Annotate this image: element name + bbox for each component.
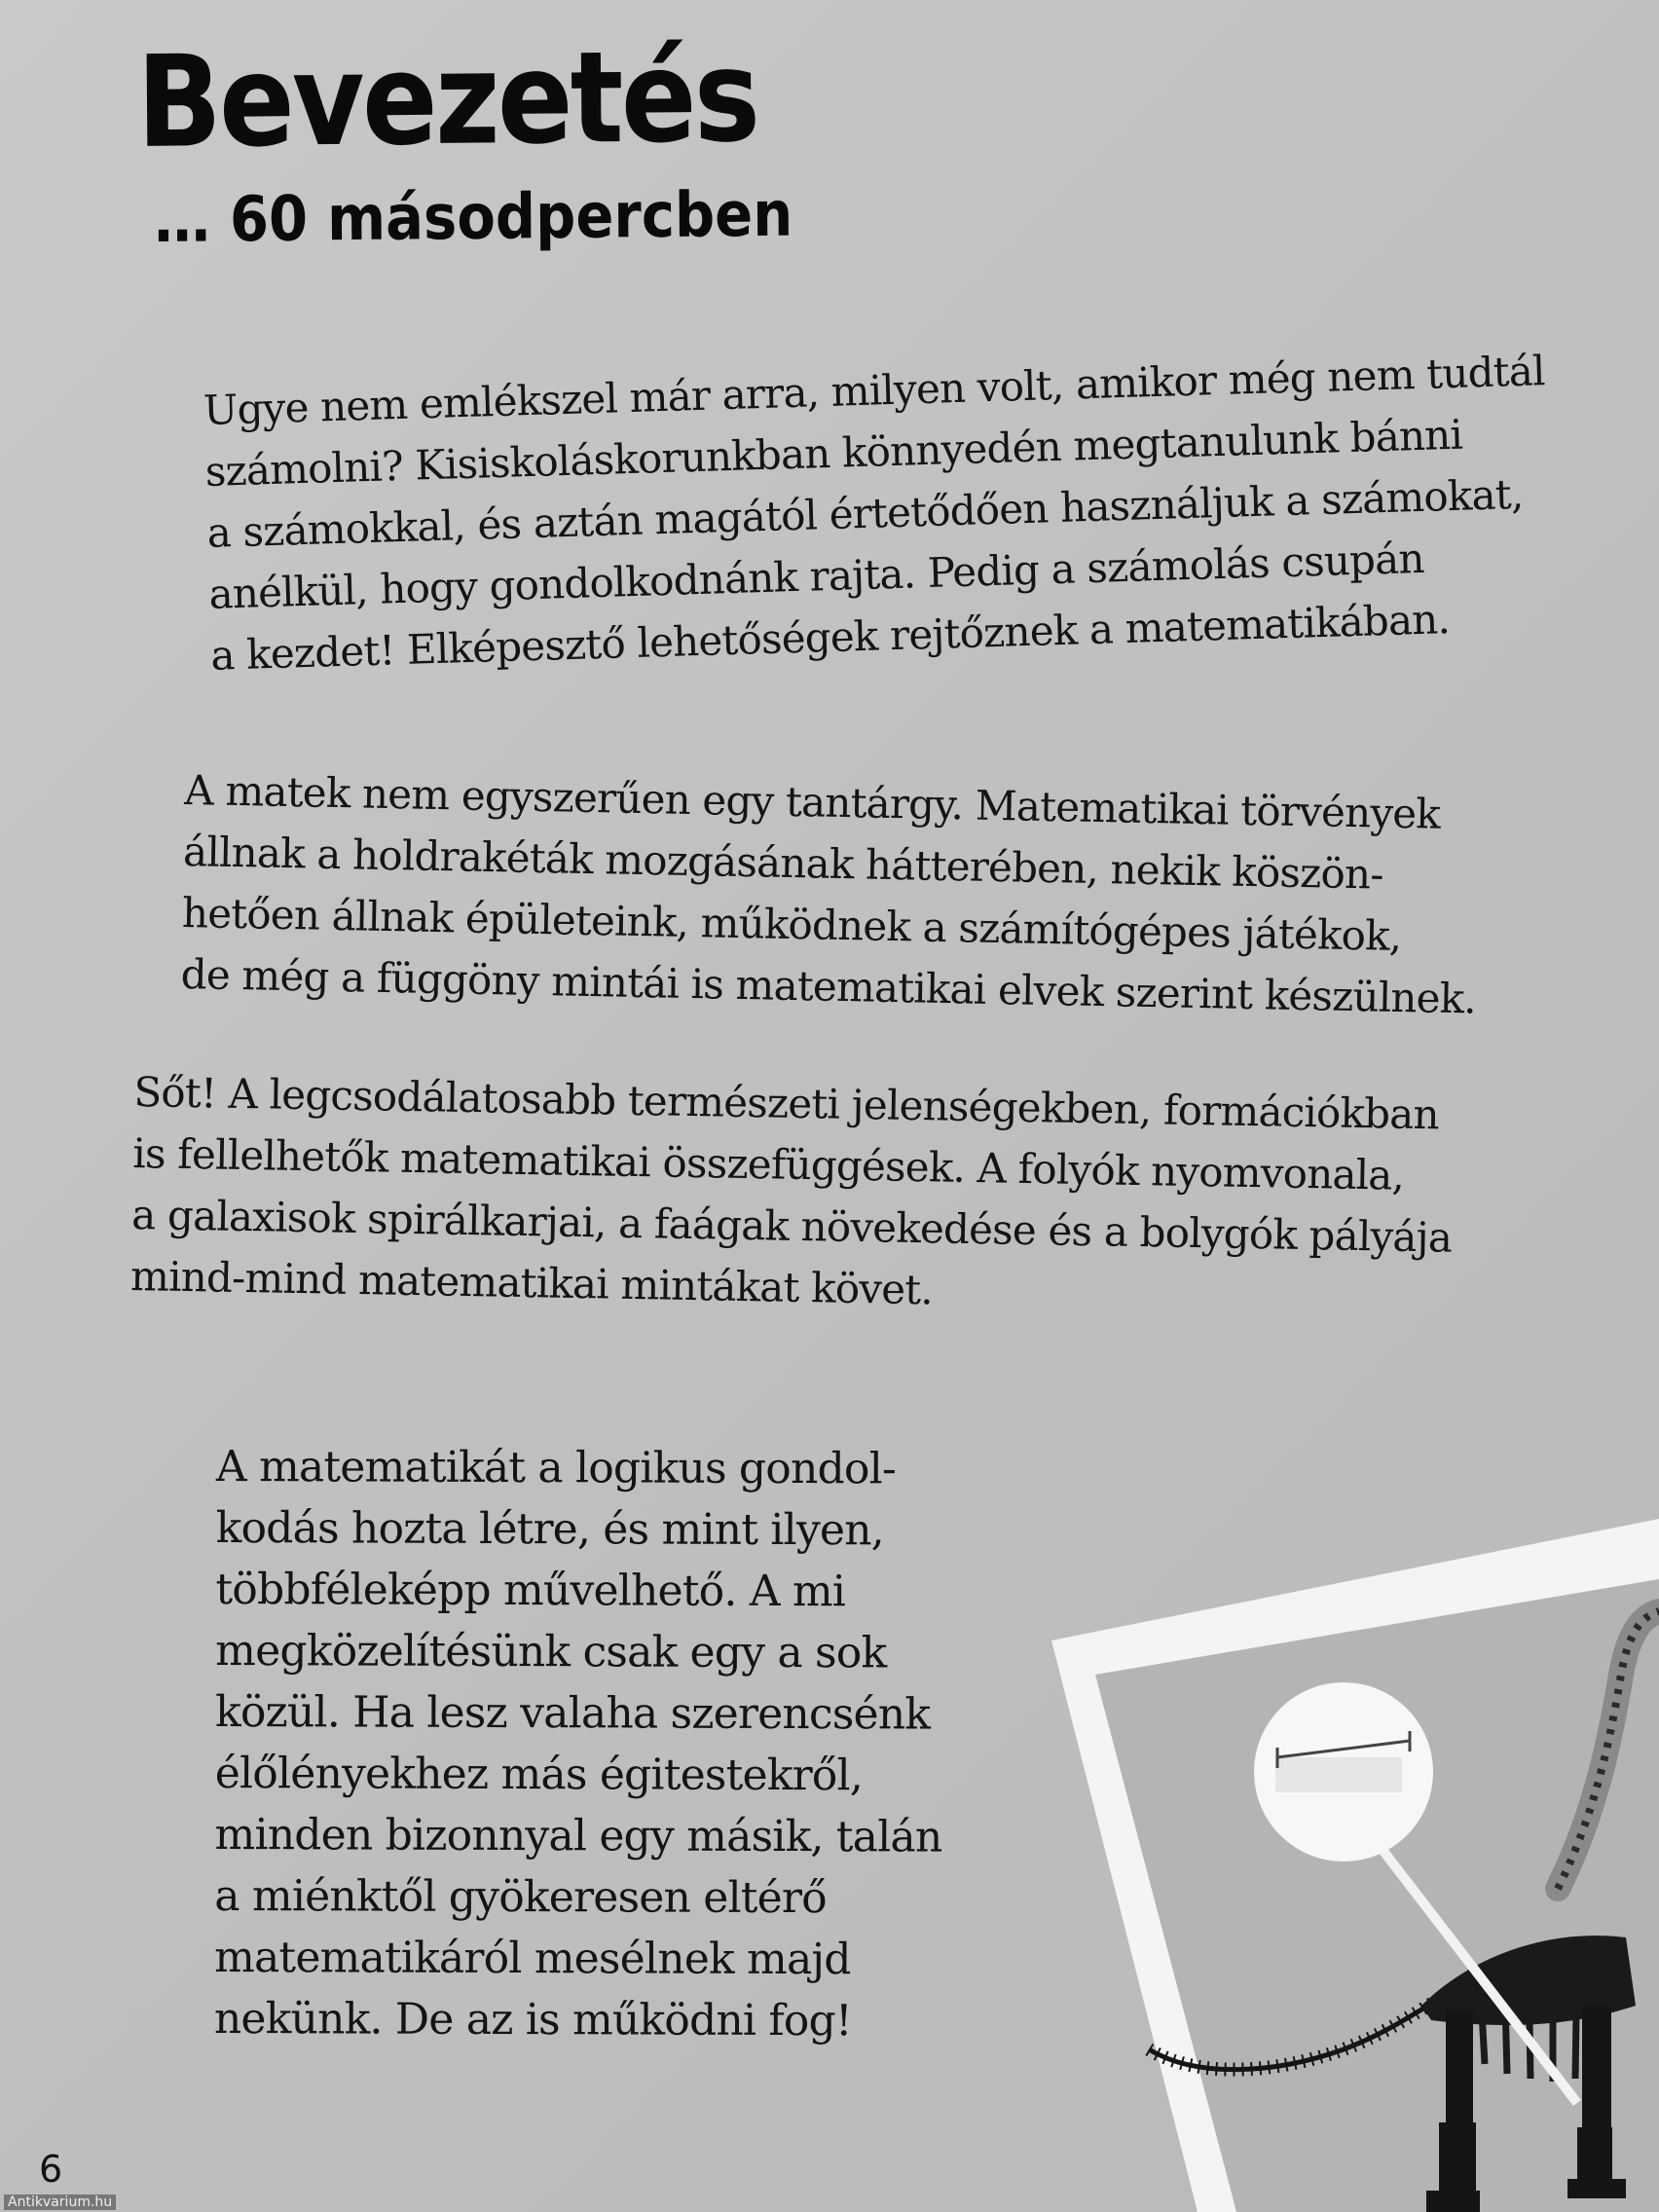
paragraph-line: nekünk. De az is működni fog!: [213, 1993, 852, 2046]
page-subtitle: … 60 másodpercben: [153, 178, 793, 257]
paragraph-line: a számokkal, és aztán magától értetődően használjuk a számokat,: [205, 469, 1525, 557]
paragraph-line: A matek nem egyszerűen egy tantárgy. Matematikai törvények: [183, 765, 1441, 838]
paragraph-line: matematikáról mesélnek majd: [214, 1932, 851, 1985]
paragraph-line: hetően állnak épületeink, működnek a számítógépes játékok,: [181, 888, 1402, 961]
watermark: Antikvarium.hu: [4, 2194, 116, 2210]
paragraph-line: kodás hozta létre, és mint ilyen,: [215, 1502, 885, 1556]
paragraph-line: a galaxisok spirálkarjai, a faágak növekedése és a bolygók pályája: [130, 1190, 1453, 1262]
paragraph-line: minden bizonnyal egy másik, talán: [214, 1809, 942, 1862]
paragraph-line: állnak a holdrakéták mozgásának hátterében, nekik köszön-: [182, 827, 1384, 899]
paragraph-line: Ugye nem emlékszel már arra, milyen volt, amikor még nem tudtál: [203, 347, 1546, 434]
dinosaur-skeleton-icon: [1051, 1519, 1659, 2212]
dinosaur-skeleton-illustration: [1051, 1519, 1659, 2212]
paragraph-line: is fellelhetők matematikai összefüggések. A folyók nyomvonala,: [131, 1128, 1405, 1199]
paragraph-line: számolni? Kisiskoláskorunkban könnyedén megtanulunk bánni: [204, 410, 1463, 496]
intro-paragraph-1: [203, 340, 1553, 686]
paragraph-line: a kezdet! Elképesztő lehetőségek rejtőznek a matematikában.: [209, 595, 1451, 680]
page-number: 6: [39, 2148, 63, 2191]
paragraph-line: többféleképp művelhető. A mi: [215, 1564, 846, 1617]
page-title: Bevezetés: [135, 21, 758, 176]
intro-paragraph-2: [180, 759, 1480, 1029]
paragraph-line: közül. Ha lesz valaha szerencsénk: [214, 1686, 931, 1740]
paragraph-line: a miénktől gyökeresen eltérő: [214, 1870, 827, 1924]
paragraph-line: mind-mind matematikai mintákat követ.: [129, 1251, 934, 1314]
paragraph-line: anélkül, hogy gondolkodnánk rajta. Pedig a számolás csupán: [207, 534, 1425, 618]
paragraph-line: Sőt! A legcsodálatosabb természeti jelenségekben, formációkban: [133, 1067, 1440, 1139]
paragraph-line: A matematikát a logikus gondol-: [215, 1442, 897, 1494]
paragraph-line: élőlényekhez más égitestekről,: [214, 1748, 864, 1801]
paragraph-line: megközelítésünk csak egy a sok: [215, 1625, 887, 1678]
magnified-bone: [1275, 1757, 1402, 1792]
paragraph-line: de még a függöny mintái is matematikai elvek szerint készülnek.: [180, 949, 1477, 1023]
intro-paragraph-3: [130, 1061, 1455, 1330]
intro-paragraph-4: [214, 1436, 943, 2052]
